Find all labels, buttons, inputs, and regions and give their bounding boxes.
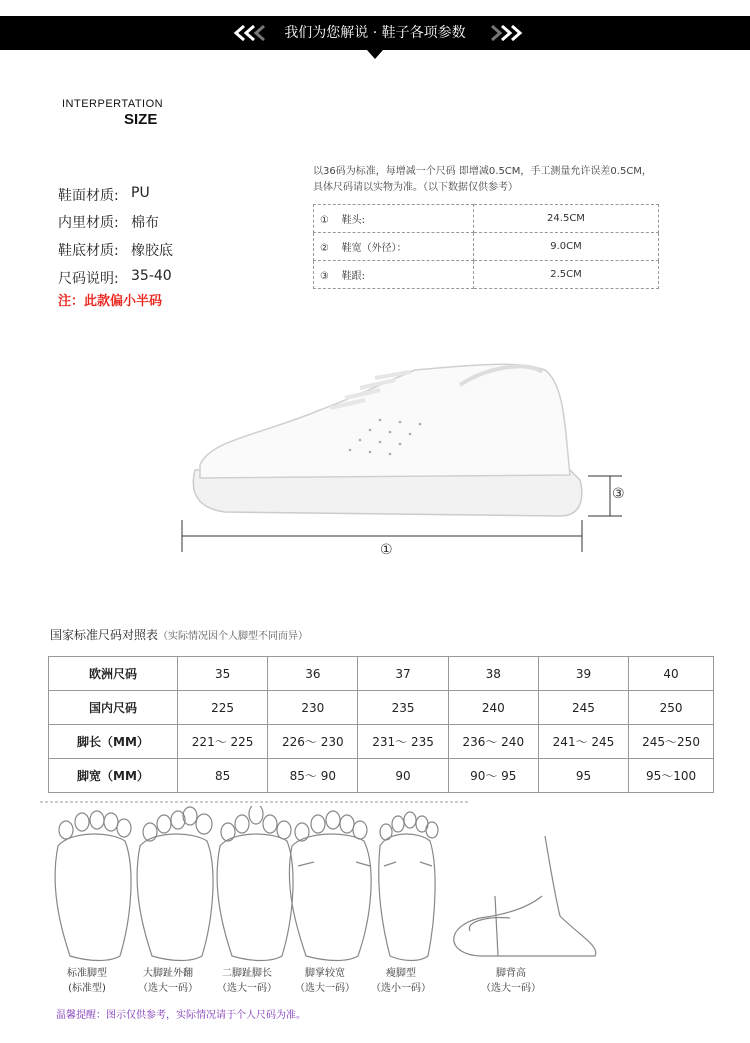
measurement-note-line1: 以36码为标准，每增减一个尺码 即增减0.5CM，手工测量允许误差0.5CM，: [313, 166, 652, 177]
size-table-title: [50, 626, 308, 643]
measure-label-cell: [314, 205, 474, 233]
foot-type-name: 标准脚型: [67, 968, 107, 979]
spec-value: 橡胶底: [131, 243, 173, 259]
foot-type-name: 脚背高: [496, 968, 526, 979]
measure-label: 鞋宽（外径）：: [341, 243, 407, 254]
row-header: 脚宽（MM）: [49, 759, 178, 793]
measure-value: 24.5CM: [474, 205, 659, 233]
row-header: 国内尺码: [49, 691, 178, 725]
foot-type-label: [366, 966, 436, 996]
table-cell: 230: [268, 691, 358, 725]
table-row: [314, 261, 659, 289]
section-title: SIZE: [124, 111, 158, 128]
foot-type-name: 二脚趾脚长: [222, 968, 272, 979]
table-cell: 250: [629, 691, 714, 725]
spec-size-range: [58, 268, 172, 288]
foot-type-advice: （选大一码）: [481, 983, 541, 994]
foot-type-name: 瘦脚型: [386, 968, 416, 979]
table-cell: 36: [268, 657, 358, 691]
spec-value: PU: [131, 185, 150, 201]
foot-type-label: [52, 966, 122, 996]
measure-label-cell: [314, 261, 474, 289]
banner-notch: [367, 50, 383, 59]
foot-type-advice: （选小一码）: [371, 983, 431, 994]
foot-type-name: 脚掌较宽: [305, 968, 345, 979]
measure-label: 鞋头:: [341, 215, 366, 226]
table-cell: 85: [178, 759, 268, 793]
measure-label: 鞋跟:: [341, 271, 366, 282]
size-table-heading: 国家标准尺码对照表: [50, 628, 159, 642]
foot-high-arch-icon: [454, 836, 596, 956]
table-cell: 85～ 90: [268, 759, 358, 793]
spec-label: 鞋底材质:: [58, 243, 119, 259]
foot-bunion-icon: [137, 807, 213, 961]
foot-type-label: [290, 966, 360, 996]
foot-diagrams: [40, 806, 640, 966]
size-warning: 注：此款偏小半码: [58, 294, 163, 309]
table-cell: 240: [448, 691, 538, 725]
measure-value: 9.0CM: [474, 233, 659, 261]
table-cell: 236～ 240: [448, 725, 538, 759]
foot-type-label: [476, 966, 546, 996]
spec-value: 棉布: [131, 215, 159, 231]
foot-standard-icon: [55, 811, 131, 961]
spec-label: 鞋面材质:: [58, 188, 119, 204]
table-cell: 90～ 95: [448, 759, 538, 793]
table-cell: 39: [538, 657, 628, 691]
measurement-note-line2: 具体尺码请以实物为准。（以下数据仅供参考）: [313, 182, 518, 193]
foot-wide-icon: [289, 811, 371, 961]
table-cell: 38: [448, 657, 538, 691]
foot-type-advice: （选大一码）: [295, 983, 355, 994]
measure-label-cell: [314, 233, 474, 261]
banner-title: 我们为您解说 · 鞋子各项参数: [284, 25, 466, 41]
foot-second-toe-icon: [217, 806, 293, 961]
foot-type-label: [212, 966, 282, 996]
table-cell: 245: [538, 691, 628, 725]
measure-value: 2.5CM: [474, 261, 659, 289]
table-row: [49, 725, 714, 759]
double-chevron-right-icon: [484, 25, 524, 41]
spec-label: 尺码说明:: [58, 271, 119, 287]
measure-number: ②: [320, 243, 329, 254]
table-row: [314, 205, 659, 233]
foot-narrow-icon: [379, 812, 438, 961]
spec-lining: [58, 212, 159, 232]
spec-sole: [58, 240, 173, 260]
size-table-subtitle: （实际情况因个人脚型不同而异）: [158, 631, 309, 642]
table-cell: 90: [358, 759, 448, 793]
table-cell: 245～250: [629, 725, 714, 759]
table-cell: 35: [178, 657, 268, 691]
dashed-divider: [40, 798, 470, 806]
foot-type-name: 大脚趾外翻: [143, 968, 193, 979]
table-cell: 37: [358, 657, 448, 691]
measure-number: ③: [320, 271, 329, 282]
spec-upper: [58, 185, 150, 205]
table-cell: 95～100: [629, 759, 714, 793]
double-chevron-left-icon: [232, 25, 272, 41]
measure-number: ①: [320, 215, 329, 226]
foot-type-advice: （选大一码）: [138, 983, 198, 994]
table-cell: 225: [178, 691, 268, 725]
measurement-table: [313, 204, 659, 289]
row-header: 欧洲尺码: [49, 657, 178, 691]
section-subtitle: INTERPERTATION: [62, 98, 164, 110]
length-marker: ①: [380, 542, 393, 558]
table-row: [49, 657, 714, 691]
table-cell: 95: [538, 759, 628, 793]
table-row: [49, 691, 714, 725]
table-cell: 221～ 225: [178, 725, 268, 759]
foot-type-label: [133, 966, 203, 996]
table-cell: 40: [629, 657, 714, 691]
warm-tip: 温馨提醒：图示仅供参考，实际情况请于个人尺码为准。: [56, 1010, 306, 1021]
foot-type-advice: (标准型): [68, 983, 106, 994]
table-row: [314, 233, 659, 261]
table-cell: 231～ 235: [358, 725, 448, 759]
table-row: [49, 759, 714, 793]
table-cell: 241～ 245: [538, 725, 628, 759]
table-cell: 226～ 230: [268, 725, 358, 759]
foot-type-advice: （选大一码）: [217, 983, 277, 994]
size-table: [48, 656, 714, 793]
spec-label: 内里材质:: [58, 215, 119, 231]
row-header: 脚长（MM）: [49, 725, 178, 759]
table-cell: 235: [358, 691, 448, 725]
measurement-note: [313, 164, 673, 196]
spec-value: 35-40: [131, 268, 172, 284]
heel-marker: ③: [612, 486, 625, 502]
shoe-illustration: [170, 340, 650, 580]
